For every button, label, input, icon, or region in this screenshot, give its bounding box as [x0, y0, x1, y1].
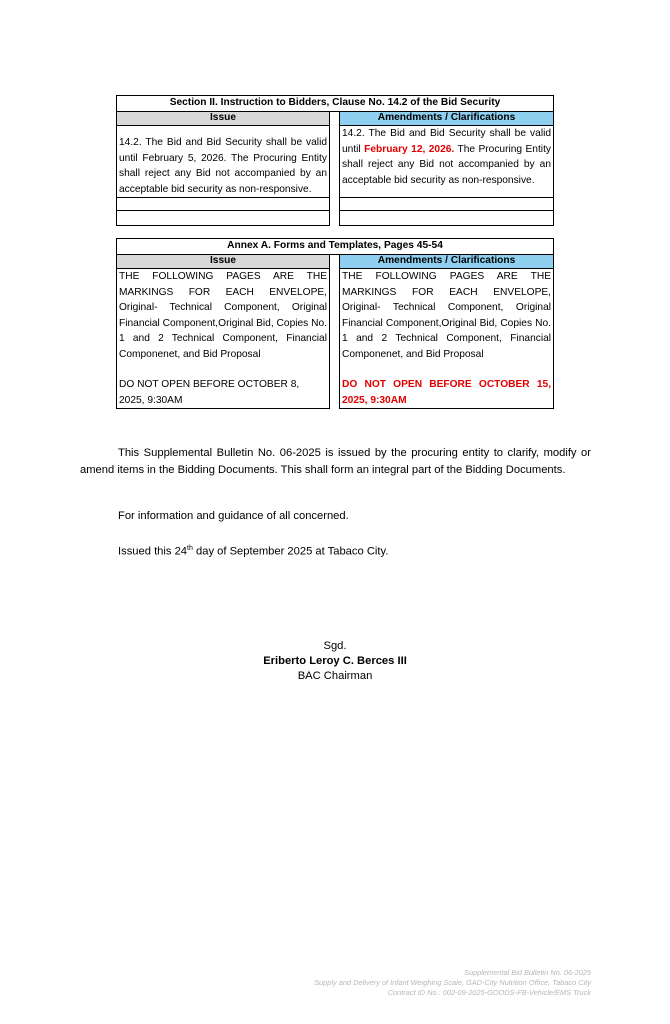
amendments-header: Amendments / Clarifications — [340, 255, 554, 269]
issue-header: Issue — [117, 255, 330, 269]
amended-date: February 12, 2026. — [364, 143, 455, 155]
issue-text: 14.2. The Bid and Bid Security shall be valid until February 5, 2026. The Procuring Entity shall reject any Bid not accompanied by an acceptable bid security as non-responsive. — [119, 137, 327, 195]
forms-templates-table — [116, 238, 554, 409]
footer-bulletin: Supplemental Bid Bulletin No. 06-2025 — [464, 968, 591, 977]
table-title: Section II. Instruction to Bidders, Clause No. 14.2 of the Bid Security — [117, 96, 554, 112]
issue-cell — [117, 269, 330, 409]
amendment-note: DO NOT OPEN BEFORE OCTOBER 15, 2025, 9:30AM — [342, 379, 552, 406]
amendments-header: Amendments / Clarifications — [340, 112, 554, 126]
footer-project: Supply and Delivery of Infant Weighing Scale, GAD-City Nutrition Office, Tabaco City — [314, 978, 591, 987]
bulletin-paragraph: This Supplemental Bulletin No. 06-2025 is issued by the procuring entity to clarify, modify or amend items in the Bidding Documents. This shall form an integral part of the Bidding Documents. — [80, 447, 591, 476]
amendment-cell — [340, 269, 554, 409]
guidance-line: For information and guidance of all concerned. — [118, 510, 349, 522]
amendment-cell — [340, 126, 554, 198]
issued-line: Issued this 24th day of September 2025 at Tabaco City. — [118, 545, 389, 558]
footer — [314, 968, 591, 998]
sgd-label: Sgd. — [323, 640, 347, 652]
amendment-text: THE FOLLOWING PAGES ARE THE MARKINGS FOR EACH ENVELOPE, Original- Technical Component, Original Financial Component,Original Bid, Copies No. 1 and 2 Technical Component, Financial Componenet, and Bid Proposal — [342, 271, 552, 360]
issue-note: DO NOT OPEN BEFORE OCTOBER 8, 2025, 9:30AM — [119, 379, 300, 406]
signatory-name: Eriberto Leroy C. Berces III — [263, 655, 407, 667]
bid-security-table — [116, 95, 554, 226]
issue-text: THE FOLLOWING PAGES ARE THE MARKINGS FOR EACH ENVELOPE, Original- Technical Component, Original Financial Component,Original Bid, Copies No. 1 and 2 Technical Component, Financial Componenet, and Bid Proposal — [119, 271, 327, 360]
amendment-text: 14.2. The Bid and Bid Security shall be valid until February 12, 2026. The Procuring Entity shall reject any Bid not accompanied by an acceptable bid security as non-responsive. — [342, 128, 552, 186]
footer-contract: Contract ID No.: 002-09-2025-GOODS-FB-Vehicle/EMS Truck — [387, 988, 591, 997]
table-title: Annex A. Forms and Templates, Pages 45-54 — [117, 239, 554, 255]
issue-header: Issue — [117, 112, 330, 126]
issue-cell — [117, 126, 330, 198]
signatory-title: BAC Chairman — [297, 670, 373, 682]
